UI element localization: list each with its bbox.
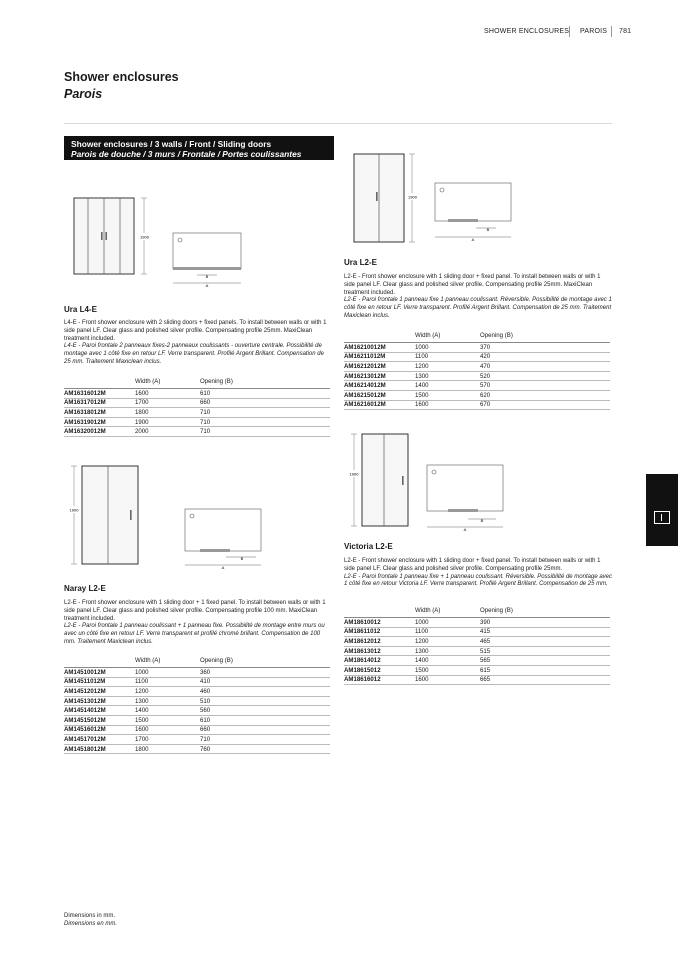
header-section-fr: PAROIS: [580, 28, 608, 35]
opening-value: 660: [200, 725, 330, 735]
width-value: 1000: [135, 668, 200, 678]
naray-l2-desc-en: L2-E - Front shower enclosure with 1 sliding door + 1 fixed panel. To install between walls or with 1 side panel LF. Clear glass and polished silver profile. Compensating profile 100 mm. MaxiClean treatment included.: [64, 600, 326, 622]
width-value: 1500: [415, 665, 480, 675]
table-row: [64, 389, 330, 399]
table-row: [64, 735, 330, 745]
product-code: AM14517012M: [64, 735, 135, 745]
ura-l4-title: Ura L4-E: [64, 305, 97, 314]
product-code: AM18614012: [344, 656, 415, 666]
opening-value: 465: [480, 637, 610, 647]
opening-value: 415: [480, 627, 610, 637]
col-width: Width (A): [135, 654, 200, 668]
table-row: [64, 417, 330, 427]
width-value: 1000: [415, 618, 480, 628]
width-value: 1200: [135, 687, 200, 697]
table-row: [344, 618, 610, 628]
victoria-l2-dim-a: A: [463, 527, 467, 532]
chapter-side-tab: [646, 474, 678, 546]
ura-l4-desc-en: L4-E - Front shower enclosure with 2 sliding doors + fixed panels. To install between walls or with 1 side panel LF. Clear glass and polished silver profile. Compensating profile 25mm. MaxiClean treatment included.: [64, 320, 327, 342]
product-code: AM16215012M: [344, 390, 415, 400]
naray-l2-front-view-drawing: [66, 460, 146, 570]
banner-text-en: Shower enclosures / 3 walls / Front / Sliding doors: [71, 139, 272, 149]
table-row: [64, 715, 330, 725]
product-code: AM18612012: [344, 637, 415, 647]
product-code: AM18611012: [344, 627, 415, 637]
victoria-l2-description: [344, 558, 612, 589]
table-row: [64, 668, 330, 678]
opening-value: 420: [480, 352, 610, 362]
ura-l2-desc-fr: L2-E - Paroi frontale 1 panneau fixe 1 panneau coulissant. Réversible. Possibilité de montage avec 1 côté fixe en retour LF. Verre transparent. Profilé Argent Brillant. Compensation de 25 mm. Traitement Maxiclean inclus.: [344, 297, 612, 319]
product-code: AM14511012M: [64, 677, 135, 687]
shower-enclosure-icon: [654, 511, 670, 524]
header-divider: [569, 26, 570, 37]
product-code: AM14513012M: [64, 696, 135, 706]
ura-l2-dim-b: B: [486, 227, 490, 232]
table-row: [344, 362, 610, 372]
product-code: AM14516012M: [64, 725, 135, 735]
opening-value: 390: [480, 618, 610, 628]
product-code: AM14515012M: [64, 715, 135, 725]
naray-l2-dim-b: B: [240, 556, 244, 561]
product-code: AM16319012M: [64, 417, 135, 427]
width-value: 1000: [415, 343, 480, 353]
ura-l2-description: [344, 274, 612, 321]
victoria-l2-desc-fr: L2-E - Paroi frontale 1 panneau fixe + 1 panneau coulissant. Réversible. Possibilité de montage avec 1 côté fixe en retour Victoria LF. Verre transparent. Profilé Argent Brillant. Compensation de 25 mm.: [344, 573, 612, 588]
col-opening: Opening (B): [480, 329, 610, 343]
width-value: 1100: [415, 352, 480, 362]
opening-value: 620: [480, 390, 610, 400]
naray-l2-height-label: 1900: [69, 507, 79, 513]
table-row: [64, 706, 330, 716]
naray-l2-dim-a: A: [221, 565, 225, 570]
category-banner: [64, 136, 334, 160]
width-value: 1100: [415, 627, 480, 637]
table-row: [344, 637, 610, 647]
ura-l2-plan-drawing: [432, 180, 518, 244]
ura-l4-height-label: 1900: [140, 234, 149, 240]
col-code: [64, 375, 135, 389]
opening-value: 370: [480, 343, 610, 353]
product-code: AM16320012M: [64, 427, 135, 437]
product-code: AM16317012M: [64, 398, 135, 408]
width-value: 1700: [135, 398, 200, 408]
victoria-l2-height-label: 1900: [349, 471, 359, 477]
ura-l4-dim-b: B: [205, 274, 209, 279]
product-code: AM14510012M: [64, 668, 135, 678]
col-code: [344, 604, 415, 618]
opening-value: 710: [200, 417, 330, 427]
naray-l2-desc-fr: L2-E - Paroi frontale 1 panneau coulissant + 1 panneau fixe. Possibilité de montage entre murs ou avec un côté fixe en retour LF. Verre transparent et profilé chromé brillant. Compensation de 100 mm. Traitement Maxiclean inclus.: [64, 623, 325, 645]
width-value: 1900: [135, 417, 200, 427]
table-row: [64, 677, 330, 687]
product-code: AM16213012M: [344, 371, 415, 381]
opening-value: 610: [200, 389, 330, 399]
product-code: AM18616012: [344, 675, 415, 685]
page-number: 781: [619, 28, 632, 35]
width-value: 1700: [135, 735, 200, 745]
ura-l2-desc-en: L2-E - Front shower enclosure with 1 sliding door + fixed panel. To install between walls or with 1 side panel LF. Clear glass and polished silver profile. Compensating profile 25mm. MaxiClean treatment included.: [344, 274, 601, 296]
table-row: [64, 744, 330, 754]
product-code: AM18613012: [344, 646, 415, 656]
col-opening: Opening (B): [480, 604, 610, 618]
col-code: [344, 329, 415, 343]
naray-l2-title: Naray L2-E: [64, 584, 106, 593]
col-code: [64, 654, 135, 668]
table-row: [64, 427, 330, 437]
table-row: [344, 343, 610, 353]
col-opening: Opening (B): [200, 375, 330, 389]
product-code: AM16210012M: [344, 343, 415, 353]
opening-value: 410: [200, 677, 330, 687]
header-divider: [611, 26, 612, 37]
victoria-l2-dim-b: B: [480, 518, 484, 523]
width-value: 1200: [415, 637, 480, 647]
ura-l2-spec-table: [344, 329, 610, 410]
opening-value: 760: [200, 744, 330, 754]
ura-l4-desc-fr: L4-E - Paroi frontale 2 panneaux fixes-2 panneaux coulissants - ouverture centrale. Possibilité de montage avec 1 côté fixe en retour LF. Verre transparent. Profilé Argent Brillant. Compensation de 25 mm. Traitement Maxiclean inclus.: [64, 343, 324, 365]
ura-l2-height-label: 1900: [408, 194, 417, 200]
opening-value: 515: [480, 646, 610, 656]
table-row: [344, 400, 610, 410]
opening-value: 710: [200, 408, 330, 418]
opening-value: 610: [200, 715, 330, 725]
banner-text-fr: Parois de douche / 3 murs / Frontale / Portes coulissantes: [71, 149, 302, 159]
product-code: AM16212012M: [344, 362, 415, 372]
victoria-l2-title: Victoria L2-E: [344, 542, 393, 551]
col-opening: Opening (B): [200, 654, 330, 668]
page-title: Shower enclosures: [64, 70, 179, 84]
width-value: 1800: [135, 408, 200, 418]
table-header-row: [344, 329, 610, 343]
width-value: 1400: [415, 656, 480, 666]
ura-l4-description: [64, 320, 332, 367]
opening-value: 710: [200, 427, 330, 437]
product-code: AM14518012M: [64, 744, 135, 754]
width-value: 1300: [135, 696, 200, 706]
opening-value: 470: [480, 362, 610, 372]
table-row: [64, 725, 330, 735]
ura-l2-title: Ura L2-E: [344, 258, 377, 267]
product-code: AM16216012M: [344, 400, 415, 410]
opening-value: 660: [200, 398, 330, 408]
width-value: 1600: [415, 400, 480, 410]
opening-value: 665: [480, 675, 610, 685]
table-header-row: [64, 654, 330, 668]
width-value: 1600: [135, 725, 200, 735]
col-width: Width (A): [415, 604, 480, 618]
width-value: 1800: [135, 744, 200, 754]
ura-l4-front-view-drawing: [66, 190, 162, 280]
width-value: 1400: [135, 706, 200, 716]
victoria-l2-front-view-drawing: [346, 430, 426, 530]
title-divider: [64, 123, 612, 124]
ura-l2-dim-a: A: [471, 237, 475, 242]
naray-l2-description: [64, 600, 332, 647]
victoria-l2-plan-drawing: [424, 462, 510, 534]
product-code: AM18615012: [344, 665, 415, 675]
width-value: 2000: [135, 427, 200, 437]
product-code: AM18610012: [344, 618, 415, 628]
product-code: AM16316012M: [64, 389, 135, 399]
width-value: 1500: [135, 715, 200, 725]
product-code: AM14512012M: [64, 687, 135, 697]
footer-note-en: Dimensions in mm.: [64, 913, 116, 919]
col-width: Width (A): [415, 329, 480, 343]
col-width: Width (A): [135, 375, 200, 389]
width-value: 1100: [135, 677, 200, 687]
ura-l4-plan-drawing: [170, 230, 246, 290]
opening-value: 520: [480, 371, 610, 381]
width-value: 1500: [415, 390, 480, 400]
width-value: 1200: [415, 362, 480, 372]
opening-value: 670: [480, 400, 610, 410]
table-row: [344, 646, 610, 656]
table-row: [344, 390, 610, 400]
opening-value: 560: [200, 706, 330, 716]
table-row: [64, 398, 330, 408]
victoria-l2-spec-table: [344, 604, 610, 685]
product-code: AM16211012M: [344, 352, 415, 362]
opening-value: 460: [200, 687, 330, 697]
table-row: [344, 656, 610, 666]
width-value: 1600: [415, 675, 480, 685]
table-header-row: [64, 375, 330, 389]
table-row: [64, 687, 330, 697]
ura-l4-dim-a: A: [205, 283, 209, 288]
width-value: 1600: [135, 389, 200, 399]
table-row: [344, 381, 610, 391]
opening-value: 710: [200, 735, 330, 745]
product-code: AM14514012M: [64, 706, 135, 716]
width-value: 1300: [415, 646, 480, 656]
table-row: [64, 408, 330, 418]
header-section-en: SHOWER ENCLOSURES: [484, 28, 570, 35]
opening-value: 565: [480, 656, 610, 666]
opening-value: 510: [200, 696, 330, 706]
naray-l2-plan-drawing: [182, 506, 268, 572]
product-code: AM16214012M: [344, 381, 415, 391]
naray-l2-spec-table: [64, 654, 330, 754]
table-row: [344, 371, 610, 381]
product-code: AM16318012M: [64, 408, 135, 418]
opening-value: 570: [480, 381, 610, 391]
table-row: [344, 665, 610, 675]
table-row: [344, 675, 610, 685]
victoria-l2-desc-en: L2-E - Front shower enclosure with 1 sliding door + fixed panel. To install between walls or with 1 side panel LF. Clear glass and polished silver profile. Compensating profile 25mm.: [344, 558, 601, 572]
ura-l2-front-view-drawing: [346, 148, 426, 248]
table-header-row: [344, 604, 610, 618]
table-row: [64, 696, 330, 706]
footer-note-fr: Dimensions en mm.: [64, 921, 118, 927]
width-value: 1300: [415, 371, 480, 381]
table-row: [344, 352, 610, 362]
ura-l4-spec-table: [64, 375, 330, 437]
opening-value: 615: [480, 665, 610, 675]
width-value: 1400: [415, 381, 480, 391]
table-row: [344, 627, 610, 637]
page-subtitle: Parois: [64, 87, 103, 101]
opening-value: 360: [200, 668, 330, 678]
